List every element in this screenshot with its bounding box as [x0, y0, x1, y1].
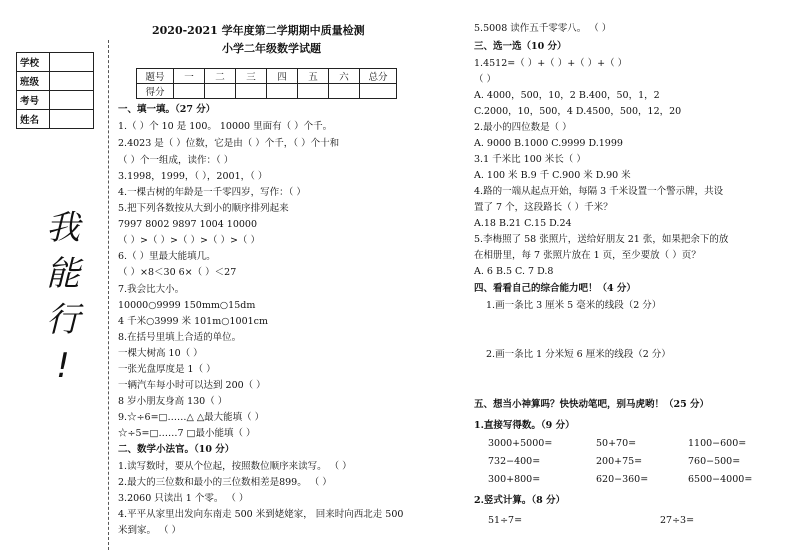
question-line: 9.☆÷6=□……△ △最大能填（ ） [118, 412, 265, 423]
calc-item: 300+800= [488, 474, 541, 485]
question-line: 4.平平从家里出发向东南走 500 米到姥姥家， 回来时向西北走 500 [118, 509, 404, 520]
score-header-cell: 题号 [137, 69, 174, 84]
question-line: （ ）×8＜30 6×（ ）＜27 [118, 267, 237, 278]
question-line: 在相册里，每 7 张照片放在 1 页，至少要放（ ）页？ [474, 250, 701, 261]
question-line: 6.（ ）里最大能填几。 [118, 251, 216, 262]
score-cell[interactable] [174, 84, 205, 99]
vertical-calc-item: 27÷3= [660, 515, 695, 526]
calc-item: 3000+5000= [488, 438, 553, 449]
question-line: 一张光盘厚度是 1（ ） [118, 364, 216, 375]
calc-item: 620−360= [596, 474, 649, 485]
score-header-cell: 五 [298, 69, 329, 84]
question-line: ☆÷5=□……7 □最小能填（ ） [118, 428, 256, 439]
score-header-cell: 总分 [360, 69, 397, 84]
section-heading: 二、数学小法官。（10 分） [118, 444, 235, 455]
question-line: 4.一棵古树的年龄是一千零四岁，写作：（ ） [118, 187, 306, 198]
question-line: A. 6 B.5 C. 7 D.8 [474, 266, 554, 277]
section-heading: 五、想当小神算吗？快快动笔吧，别马虎哟！（25 分） [474, 399, 710, 410]
score-header-cell: 六 [329, 69, 360, 84]
info-label-name: 姓名 [17, 110, 50, 129]
question-line: 8 岁小朋友身高 130（ ） [118, 396, 228, 407]
score-header-cell: 四 [267, 69, 298, 84]
question-line: 3.1998，1999，（ ），2001，（ ） [118, 171, 268, 182]
question-line: 2.画一条比 1 分米短 6 厘米的线段（2 分） [486, 349, 671, 360]
slogan [40, 205, 86, 389]
question-line: A. 4000，500，10，2 B.400，50，1，2 [474, 90, 660, 101]
info-field-class[interactable] [50, 72, 94, 91]
question-line: 4.路的一端从起点开始，每隔 3 千米设置一个警示牌，共设 [474, 186, 724, 197]
exam-title: 2020-2021 学年度第二学期期中质量检测 [152, 24, 365, 37]
score-row-label: 得分 [137, 84, 174, 99]
question-line: 1.4512=（ ）+（ ）+（ ）+（ ） [474, 58, 628, 69]
calc-item: 50+70= [596, 438, 637, 449]
calc-item: 6500−4000= [688, 474, 753, 485]
question-line: 2.最大的三位数和最小的三位数相差是899。 （ ） [118, 477, 332, 488]
slogan-char: 能 [46, 254, 80, 294]
question-line: 置了 7 个，这段路长（ ）千米？ [474, 202, 613, 213]
section-heading: 三、选一选（10 分） [474, 41, 567, 52]
info-label-exam-number: 考号 [17, 91, 50, 110]
score-header-cell: 三 [236, 69, 267, 84]
question-line: 米到家。 （ ） [118, 525, 182, 536]
score-cell[interactable] [298, 84, 329, 99]
question-line: 一辆汽车每小时可以达到 200（ ） [118, 380, 266, 391]
calc-item: 200+75= [596, 456, 643, 467]
slogan-char: 行 [46, 300, 80, 340]
section-heading: 四、看看自己的综合能力吧！（4 分） [474, 283, 636, 294]
question-line: 5.李梅照了 58 张照片，送给好朋友 21 张，如果把余下的放 [474, 234, 729, 245]
question-line: 1.（ ）个 10 是 100。 10000 里面有（ ）个千。 [118, 121, 333, 132]
calc-item: 1100−600= [688, 438, 747, 449]
info-field-school[interactable] [50, 53, 94, 72]
question-line: 8.在括号里填上合适的单位。 [118, 332, 242, 343]
score-cell[interactable] [236, 84, 267, 99]
question-line: 2.4023 是（ ）位数，它是由（ ）个千，（ ）个十和 [118, 138, 340, 149]
vertical-calc-item: 51÷7= [488, 515, 523, 526]
question-line: 1.画一条比 3 厘米 5 毫米的线段（2 分） [486, 300, 662, 311]
question-line: 3.1 千米比 100 米长（ ） [474, 154, 586, 165]
question-line: A.18 B.21 C.15 D.24 [474, 218, 572, 229]
slogan-char: ! [56, 346, 70, 386]
question-line: 1.读写数时，要从个位起，按照数位顺序来读写。 （ ） [118, 461, 352, 472]
calc-item: 760−500= [688, 456, 741, 467]
calc-item: 732−400= [488, 456, 541, 467]
question-line: （ ）个一组成，读作：（ ） [118, 155, 234, 166]
binding-line [108, 40, 109, 550]
score-cell[interactable] [267, 84, 298, 99]
score-cell[interactable] [360, 84, 397, 99]
score-header-cell: 二 [205, 69, 236, 84]
question-line: 5.5008 读作五千零零八。 （ ） [474, 23, 612, 34]
question-line: 5.把下列各数按从大到小的顺序排列起来 [118, 203, 289, 214]
question-line: 3.2060 只读出 1 个零。 （ ） [118, 493, 249, 504]
question-line: 10000○9999 150mm○15dm [118, 300, 256, 311]
info-label-school: 学校 [17, 53, 50, 72]
question-line: 4 千米○3999 米 101m○1001cm [118, 316, 269, 327]
question-line: A. 9000 B.1000 C.9999 D.1999 [474, 138, 623, 149]
question-line: A. 100 米 B.9 千 C.900 米 D.90 米 [474, 170, 631, 181]
question-line: 2.最小的四位数是（ ） [474, 122, 572, 133]
info-label-class: 班级 [17, 72, 50, 91]
subsection-heading: 1.直接写得数。（9 分） [474, 420, 575, 431]
exam-subtitle: 小学二年级数学试题 [222, 42, 321, 55]
question-line: 7.我会比大小。 [118, 284, 185, 295]
subsection-heading: 2.竖式计算。（8 分） [474, 495, 566, 506]
info-field-exam-number[interactable] [50, 91, 94, 110]
score-table [136, 68, 397, 99]
question-line: 一棵大树高 10（ ） [118, 348, 203, 359]
score-cell[interactable] [329, 84, 360, 99]
question-line: 7997 8002 9897 1004 10000 [118, 219, 258, 230]
score-header-cell: 一 [174, 69, 205, 84]
slogan-char: 我 [46, 208, 80, 248]
section-heading: 一、填一填。（27 分） [118, 104, 216, 115]
info-field-name[interactable] [50, 110, 94, 129]
question-line: C.2000，10，500，4 D.4500，500，12，20 [474, 106, 682, 117]
question-line: （ ） [474, 74, 497, 85]
student-info-box [16, 52, 94, 129]
question-line: （ ）>（ ）>（ ）>（ ）>（ ） [118, 235, 260, 246]
score-cell[interactable] [205, 84, 236, 99]
